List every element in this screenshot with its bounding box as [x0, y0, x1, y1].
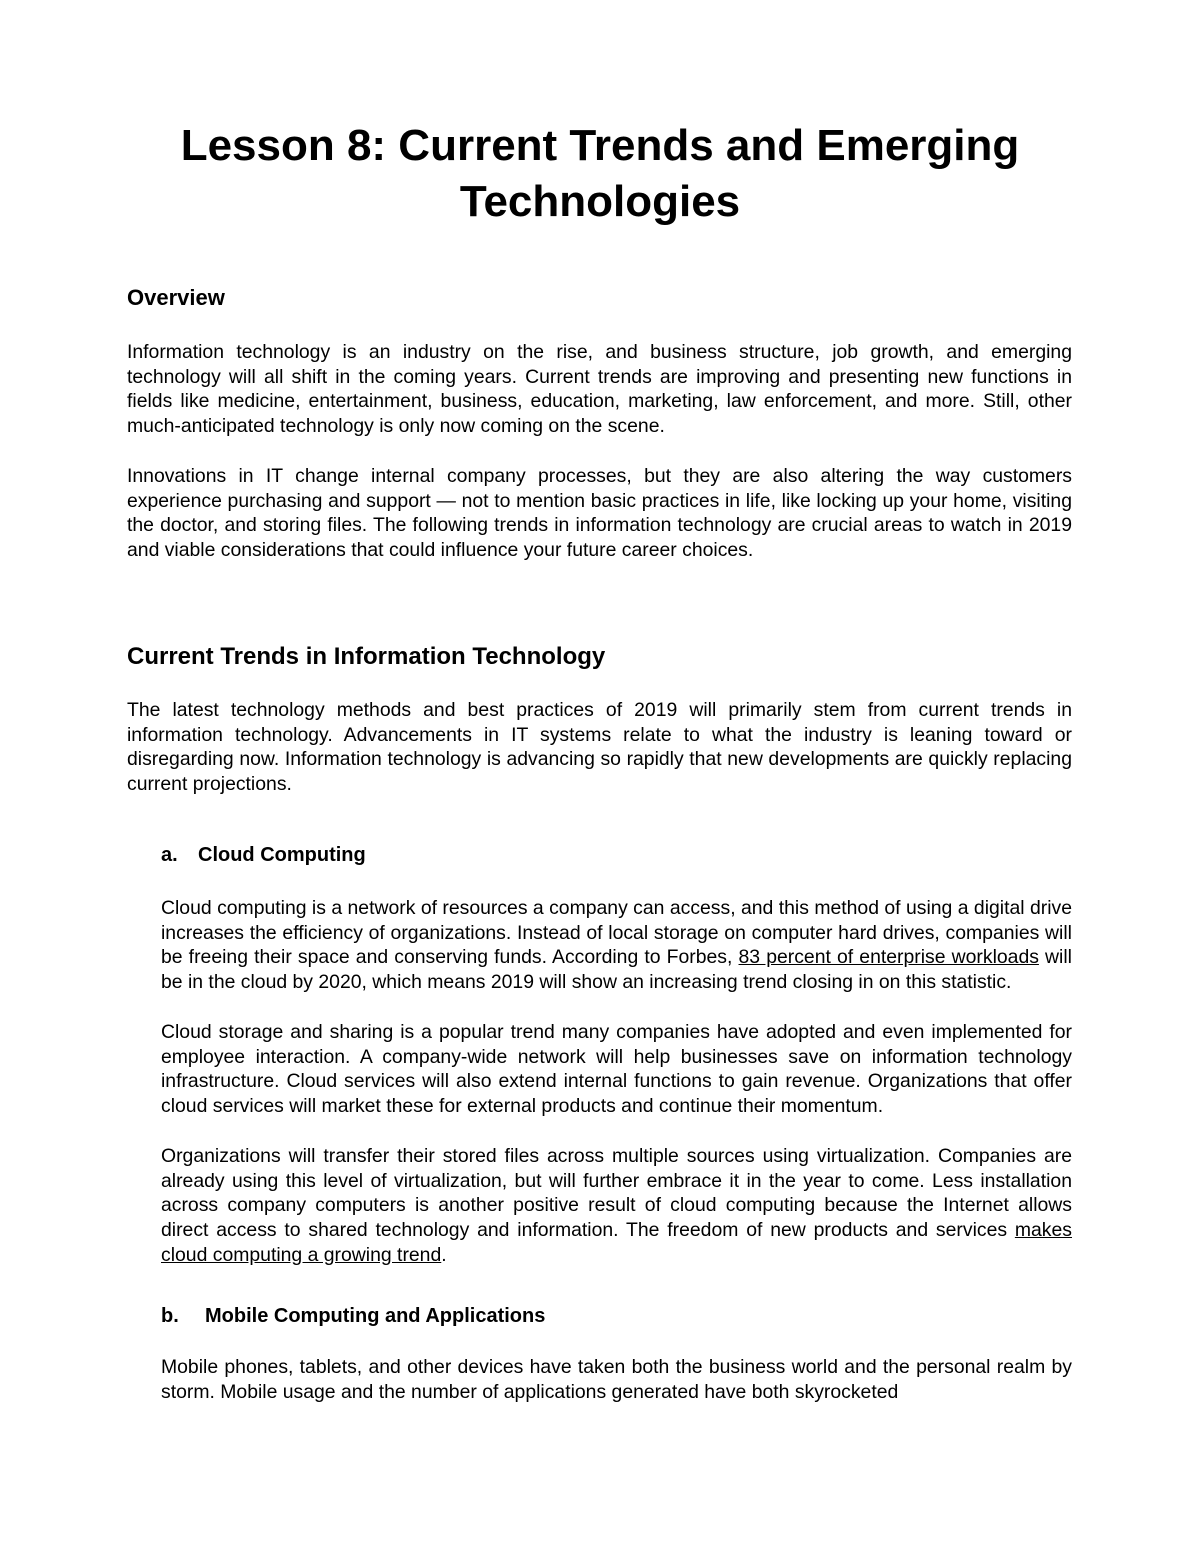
cloud-p3-text-before: Organizations will transfer their stored files across multiple sources using virtualization. Companies are already using this level of virtualization, but will further embrace it in the year to come. Less installation across company computers is another positive result of cloud computing because the Internet allows direct access to shared technology and information. The freedom of new products and services — [161, 1145, 1072, 1242]
overview-paragraph-1: Information technology is an industry on the rise, and business structure, job growth, and emerging technology will all shift in the coming years. Current trends are improving and presenting new functions in fields like medicine, entertainment, business, education, marketing, law enforcement, and more. Still, other much-anticipated technology is only now coming on the scene. — [127, 341, 1072, 438]
cloud-computing-title: Cloud Computing — [198, 844, 366, 866]
cloud-paragraph-2: Cloud storage and sharing is a popular trend many companies have adopted and even implemented for employee interaction. A company-wide network will help businesses save on information technology infrastructure. Cloud services will also extend internal functions to gain revenue. Organizations that offer cloud services will market these for external products and continue their momentum. — [161, 1021, 1072, 1118]
growing-trend-link[interactable]: makes cloud computing a growing trend — [161, 1219, 1072, 1266]
cloud-paragraph-3 — [161, 1144, 1072, 1268]
trends-heading: Current Trends in Information Technology — [127, 643, 606, 670]
trends-paragraph-1: The latest technology methods and best practices of 2019 will primarily stem from current trends in information technology. Advancements in IT systems relate to what the industry is leaning toward or disregarding now. Information technology is advancing so rapidly that new developments are quickly replacing current projections. — [127, 699, 1072, 796]
mobile-computing-heading — [161, 1303, 545, 1329]
cloud-computing-heading — [161, 842, 366, 868]
overview-heading: Overview — [127, 285, 225, 310]
cloud-computing-marker: a. — [161, 844, 178, 866]
cloud-p1-text-before: Cloud computing is a network of resources a company can access, and this method of using a digital drive increases the efficiency of organizations. Instead of local storage on computer hard drives, companies will be freeing their space and conserving funds. According to Forbes, — [161, 897, 1072, 969]
document-title: Lesson 8: Current Trends and Emerging Technologies — [180, 121, 1020, 226]
cloud-p1-text-after: will be in the cloud by 2020, which means 2019 will show an increasing trend closing in on this statistic. — [161, 946, 1072, 994]
cloud-paragraph-1 — [161, 896, 1072, 995]
mobile-computing-title: Mobile Computing and Applications — [205, 1305, 546, 1327]
forbes-statistic-link[interactable]: 83 percent of enterprise workloads — [738, 946, 1039, 969]
mobile-computing-marker: b. — [161, 1305, 179, 1327]
cloud-p3-text-after: . — [441, 1243, 447, 1266]
mobile-paragraph-1: Mobile phones, tablets, and other devices have taken both the business world and the personal realm by storm. Mobile usage and the number of applications generated have both skyrocketed — [161, 1356, 1072, 1403]
overview-paragraph-2: Innovations in IT change internal company processes, but they are also altering the way customers experience purchasing and support — not to mention basic practices in life, like locking up your home, visiting the doctor, and storing files. The following trends in information technology are crucial areas to watch in 2019 and viable considerations that could influence your future career choices. — [127, 465, 1072, 562]
